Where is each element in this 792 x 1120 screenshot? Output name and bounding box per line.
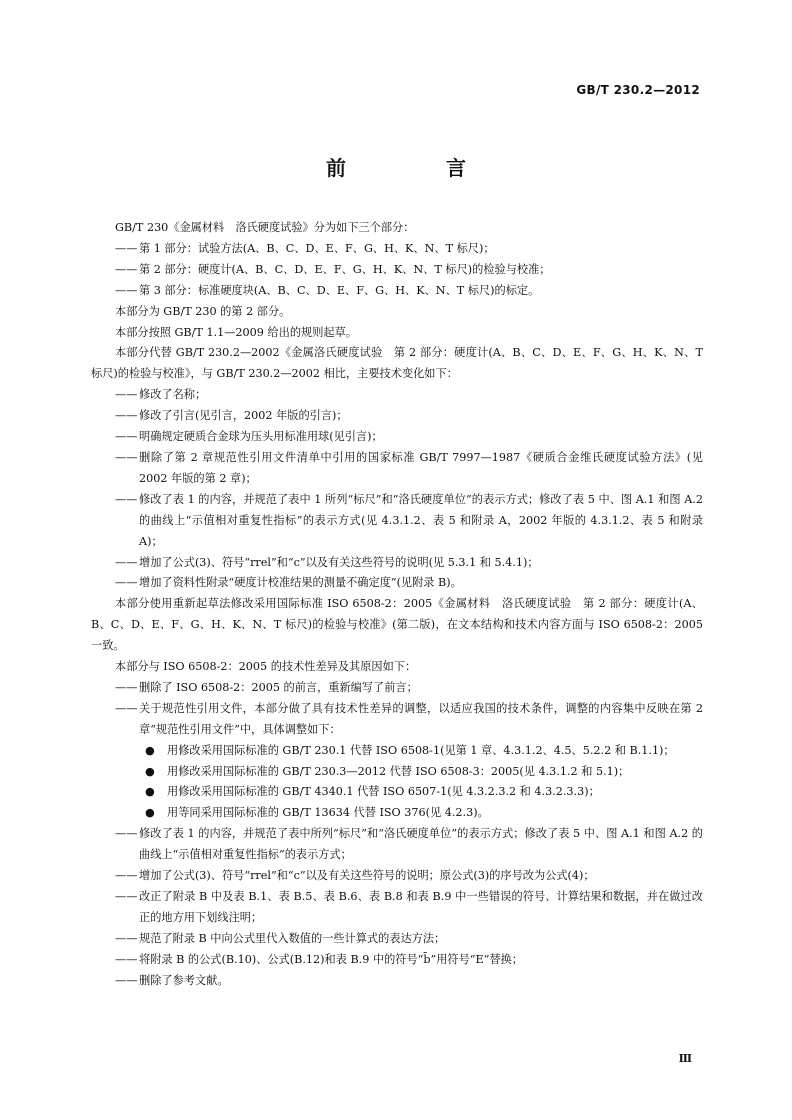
dash-item xyxy=(91,887,703,929)
dash-item xyxy=(91,490,703,553)
paragraph: GB/T 230《金属材料 洛氏硬度试验》分为如下三个部分： xyxy=(115,221,415,234)
dash-marker: —— xyxy=(115,952,138,966)
dash-item xyxy=(91,699,703,741)
dash-marker: —— xyxy=(115,827,138,841)
dash-item xyxy=(91,824,703,866)
dash-item xyxy=(91,929,703,950)
page-title: 前 言 xyxy=(326,156,506,180)
bullet-item-text: 用修改采用国际标准的 GB/T 230.3—2012 代替 ISO 6508-3：2005(见 4.3.1.2 和 5.1)； xyxy=(167,764,630,778)
dash-item-text: 将附录 B 的公式(B.10)、公式(B.12)和表 B.9 中的符号“b̄”用符号“E”替换； xyxy=(139,952,523,966)
dash-item xyxy=(91,385,703,406)
dash-item xyxy=(91,573,703,594)
dash-marker: —— xyxy=(115,450,138,464)
bullet-item xyxy=(91,803,703,824)
dash-marker: —— xyxy=(115,555,138,569)
dash-item-text: 删除了 ISO 6508-2：2005 的前言，重新编写了前言； xyxy=(139,680,418,694)
paragraph: 本部分代替 GB/T 230.2—2002《金属洛氏硬度试验 第 2 部分：硬度计(A、B、C、D、E、F、G、H、K、N、T 标尺)的检验与校准》，与 GB/T 230.2—2002 相比，主要技术变化如下： xyxy=(91,346,703,381)
paragraph: 本部分为 GB/T 230 的第 2 部分。 xyxy=(115,304,291,318)
dash-item-text: 第 1 部分：试验方法(A、B、C、D、E、F、G、H、K、N、T 标尺)； xyxy=(139,241,495,255)
dash-item-text: 明确规定硬质合金球为压头用标准用球(见引言)； xyxy=(139,430,383,444)
bullet-marker: ● xyxy=(145,785,155,799)
dash-item-text: 增加了公式(3)、符号“rrel”和“c”以及有关这些符号的说明(见 5.3.1 和 5.4.1)； xyxy=(139,555,539,569)
dash-marker: —— xyxy=(115,931,138,945)
dash-item-text: 修改了表 1 的内容，并规范了表中所列“标尺”和“洛氏硬度单位”的表示方式；修改了表 5 中、图 A.1 和图 A.2 的曲线上“示值相对重复性指标”的表示方式； xyxy=(139,827,703,862)
dash-item-text: 关于规范性引用文件，本部分做了具有技术性差异的调整，以适应我国的技术条件，调整的内容集中反映在第 2 章“规范性引用文件”中，具体调整如下： xyxy=(139,701,703,736)
bullet-item xyxy=(91,741,703,762)
dash-marker: —— xyxy=(115,869,138,883)
bullet-item-text: 用等同采用国际标准的 GB/T 13634 代替 ISO 376(见 4.2.3)。 xyxy=(167,806,489,820)
dash-item xyxy=(91,866,703,887)
dash-marker: —— xyxy=(115,283,138,297)
dash-marker: —— xyxy=(115,492,138,506)
dash-item-text: 增加了资料性附录“硬度计校准结果的测量不确定度”(见附录 B)。 xyxy=(139,576,462,590)
bullet-marker: ● xyxy=(145,806,155,820)
standard-number: GB/T 230.2—2012 xyxy=(576,83,700,97)
dash-item-text: 修改了名称； xyxy=(139,388,207,402)
dash-item xyxy=(91,281,703,302)
dash-item xyxy=(91,678,703,699)
dash-marker: —— xyxy=(115,430,138,444)
dash-item xyxy=(91,239,703,260)
dash-item-text: 删除了第 2 章规范性引用文件清单中引用的国家标准 GB/T 7997—1987《硬质合金维氏硬度试验方法》(见 2002 年版的第 2 章)； xyxy=(139,450,703,485)
dash-marker: —— xyxy=(115,576,138,590)
dash-item xyxy=(91,427,703,448)
dash-marker: —— xyxy=(115,241,138,255)
dash-marker: —— xyxy=(115,680,138,694)
dash-item-text: 第 2 部分：硬度计(A、B、C、D、E、F、G、H、K、N、T 标尺)的检验与校准； xyxy=(139,262,551,276)
bullet-item-text: 用修改采用国际标准的 GB/T 230.1 代替 ISO 6508-1(见第 1 章、4.3.1.2、4.5、5.2.2 和 B.1.1)； xyxy=(167,743,675,757)
dash-item xyxy=(91,260,703,281)
dash-marker: —— xyxy=(115,890,138,903)
dash-item xyxy=(91,971,703,992)
bullet-item-text: 用修改采用国际标准的 GB/T 4340.1 代替 ISO 6507-1(见 4.3.2.3.2 和 4.3.2.3.3)； xyxy=(167,785,600,799)
dash-item-text: 修改了表 1 的内容，并规范了表中 1 所列“标尺”和“洛氏硬度单位”的表示方式；修改了表 5 中、图 A.1 和图 A.2 的曲线上“示值相对重复性指标”的表示方式(见 4.3.1.2、表 5 和附录 A，2002 年版的 4.3.1.2、表 5 和附录 A)； xyxy=(139,492,703,548)
dash-item-text: 规范了附录 B 中向公式里代入数值的一些计算式的表达方法； xyxy=(139,931,446,945)
bullet-marker: ● xyxy=(145,743,155,757)
bullet-item xyxy=(91,782,703,803)
dash-item-text: 修改了引言(见引言，2002 年版的引言)； xyxy=(139,409,348,423)
dash-item-text: 改正了附录 B 中及表 B.1、表 B.5、表 B.6、表 B.8 和表 B.9 中一些错误的符号、计算结果和数据，并在做过改正的地方用下划线注明； xyxy=(139,890,703,924)
paragraph: 本部分与 ISO 6508-2：2005 的技术性差异及其原因如下： xyxy=(115,660,417,674)
dash-marker: —— xyxy=(115,409,138,423)
dash-marker: —— xyxy=(115,388,138,402)
foreword-body xyxy=(91,218,703,992)
dash-item-text: 增加了公式(3)、符号“rrel”和“c”以及有关这些符号的说明；原公式(3)的序号改为公式(4)； xyxy=(139,869,595,883)
dash-item xyxy=(91,950,703,971)
dash-item xyxy=(91,553,703,574)
dash-item-text: 删除了参考文献。 xyxy=(139,973,229,987)
dash-marker: —— xyxy=(115,973,138,987)
paragraph: 本部分按照 GB/T 1.1—2009 给出的规则起草。 xyxy=(115,325,357,339)
page-number: Ⅲ xyxy=(678,1052,692,1065)
dash-item-text: 第 3 部分：标准硬度块(A、B、C、D、E、F、G、H、K、N、T 标尺)的标定。 xyxy=(139,283,540,297)
dash-item xyxy=(91,406,703,427)
dash-marker: —— xyxy=(115,262,138,276)
bullet-marker: ● xyxy=(145,764,155,778)
paragraph: 本部分使用重新起草法修改采用国际标准 ISO 6508-2：2005《金属材料 洛氏硬度试验 第 2 部分：硬度计(A、B、C、D、E、F、G、H、K、N、T 标尺)的检验与校准》(第二版)，在文本结构和技术内容方面与 ISO 6508-2：2005 一致。 xyxy=(91,597,703,653)
bullet-item xyxy=(91,762,703,783)
dash-marker: —— xyxy=(115,701,138,715)
dash-item xyxy=(91,448,703,490)
